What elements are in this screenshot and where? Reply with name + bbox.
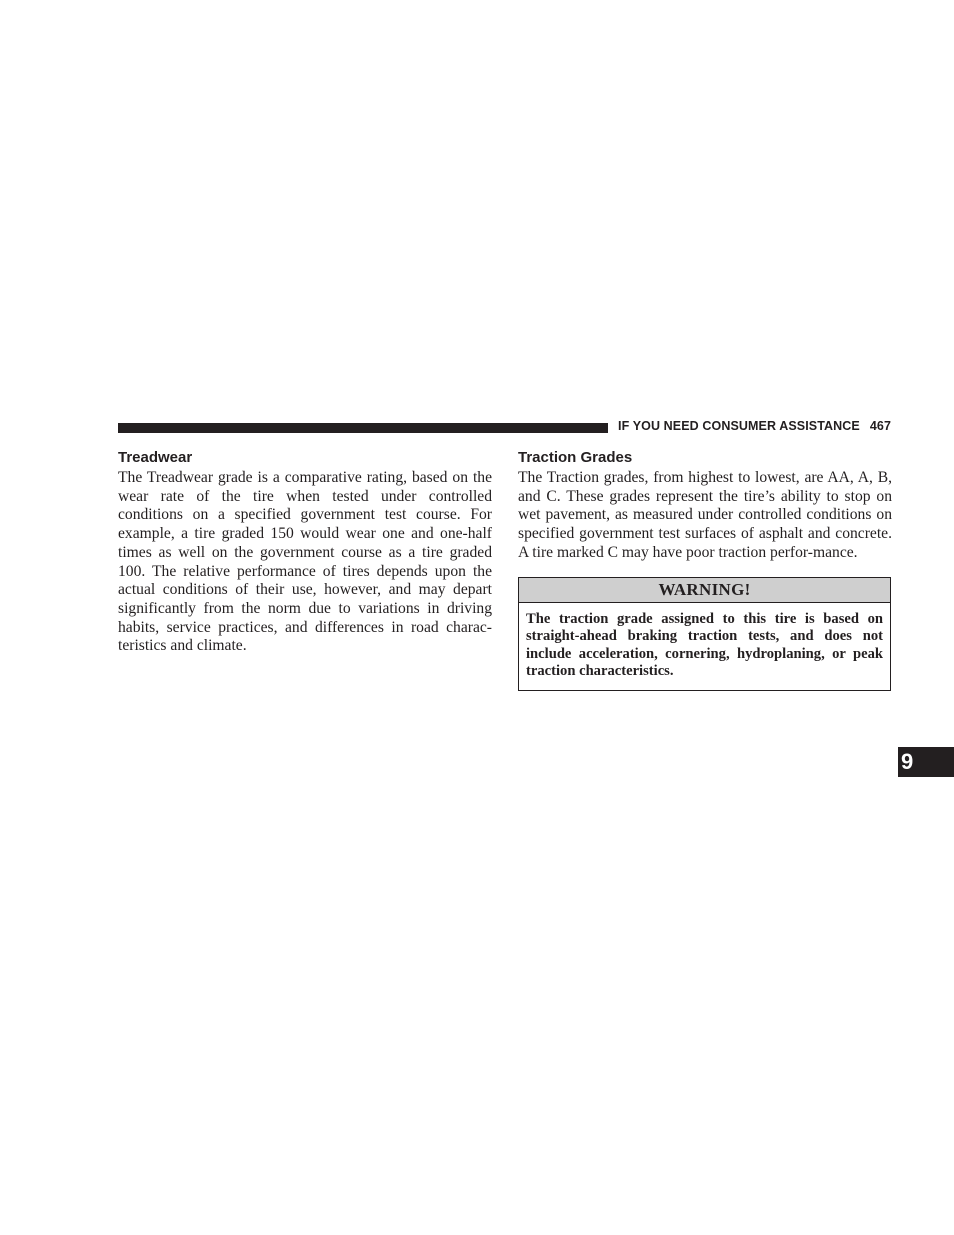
treadwear-heading: Treadwear — [118, 449, 193, 466]
traction-grades-paragraph: The Traction grades, from highest to lowest, are AA, A, B, and C. These grades represent the tire’s ability to stop on wet pavement, as measured under controlled conditions on specified government test surfaces of asphalt and concrete. A tire marked C may have poor traction perfor-mance. — [518, 469, 892, 561]
left-column — [118, 449, 492, 656]
warning-text: The traction grade assigned to this tire is based on straight-ahead braking traction tests, and does not include acceleration, cornering, hydroplaning, or peak traction characteristics. — [526, 610, 883, 680]
treadwear-paragraph: The Treadwear grade is a comparative rating, based on the wear rate of the tire when tested under controlled conditions on a specified government test course. For example, a tire graded 150 would wear one and one-half times as well on the government course as a tire graded 100. The relative performance of tires depends upon the actual conditions of their use, however, and may depart significantly from the norm due to variations in driving habits, service practices, and differences in road charac-teristics and climate. — [118, 469, 492, 655]
section-title: IF YOU NEED CONSUMER ASSISTANCE — [618, 419, 860, 433]
warning-title: WARNING! — [519, 578, 890, 603]
running-header — [560, 419, 891, 433]
chapter-tab — [898, 747, 954, 777]
header-rule — [118, 423, 608, 433]
warning-box — [518, 577, 891, 691]
page-number: 467 — [869, 419, 891, 433]
right-column — [518, 449, 892, 691]
chapter-number: 9 — [901, 749, 914, 774]
traction-grades-heading: Traction Grades — [518, 449, 633, 466]
